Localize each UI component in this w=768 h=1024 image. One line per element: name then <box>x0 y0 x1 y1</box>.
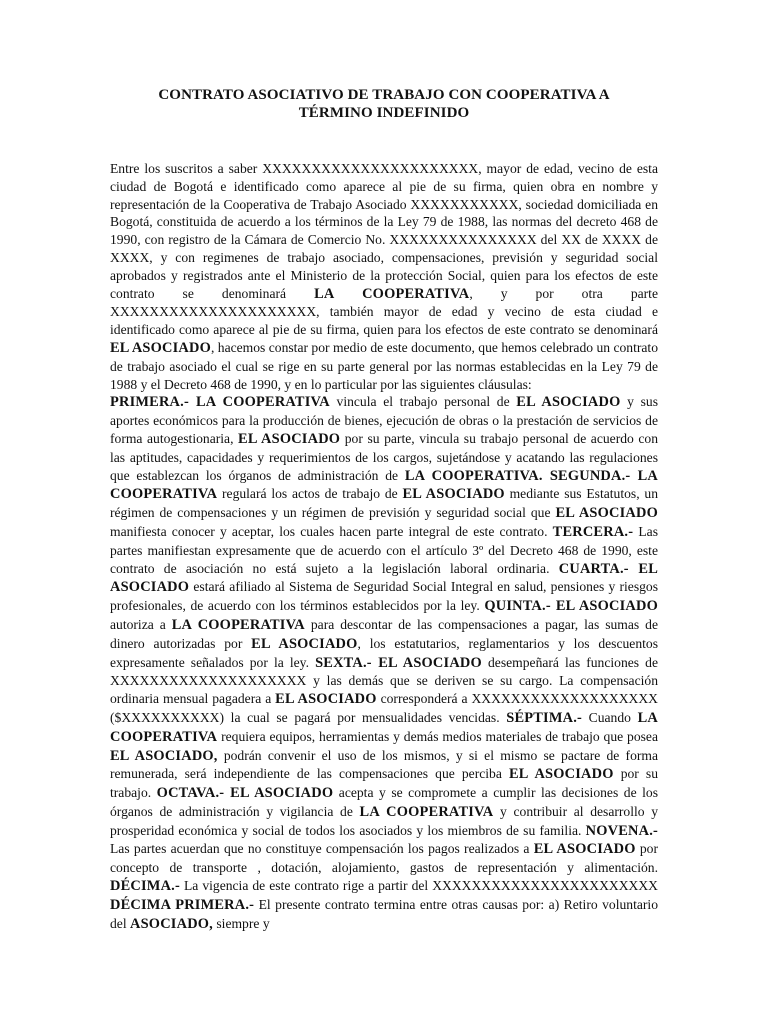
party-asociado: EL ASOCIADO <box>110 339 211 356</box>
clause-text: La vigencia de este contrato rige a partir del XXXXXXXXXXXXXXXXXXXXXXX <box>179 878 658 894</box>
clause-quinta-heading: QUINTA.- EL ASOCIADO <box>484 598 658 615</box>
clause-text: y sus aportes económicos para la producción de bienes, ejecución de obras o la prestación de servicios de forma autogestionaria, <box>110 394 659 446</box>
clause-text: mediante sus Estatutos, un régimen de compensaciones y un régimen de previsión y seguridad social que <box>110 486 658 521</box>
party-asociado: EL ASOCIADO <box>402 486 505 503</box>
clause-text: por concepto de transporte , dotación, alojamiento, gastos de representación y alimentación. <box>110 841 658 876</box>
clause-decima-primera-heading: DÉCIMA PRIMERA.- <box>110 896 255 913</box>
clause-text: por su trabajo. <box>110 766 658 801</box>
clause-sexta-heading: SEXTA.- EL ASOCIADO <box>315 654 482 671</box>
party-asociado: EL ASOCIADO, <box>110 747 218 764</box>
clause-tercera-heading: TERCERA.- <box>552 523 634 540</box>
clause-text: podrán convenir el uso de los mismos, y si el mismo se pactare de forma remunerada, será independiente de las compensaciones que perciba <box>110 747 659 782</box>
clause-text: estará afiliado al Sistema de Seguridad Social Integral en salud, pensiones y riesgos profesionales, de acuerdo con los términos establecidos por la ley. <box>110 579 658 614</box>
clause-text: , los estatutarios, reglamentarios y los descuentos expresamente señalados por la ley. <box>110 635 658 670</box>
party-asociado: EL ASOCIADO <box>533 841 636 858</box>
party-asociado: EL ASOCIADO <box>516 394 621 411</box>
clause-septima-heading: SÉPTIMA.- <box>506 709 583 726</box>
document-page <box>110 0 658 933</box>
clause-text: por su parte, vincula su trabajo personal de acuerdo con las aptitudes, capacidades y requerimientos de los cargos, sujetándose y acatando las regulaciones que establezcan los órganos de administración de <box>110 430 659 483</box>
clause-decima-heading: DÉCIMA.- <box>110 878 180 895</box>
party-cooperativa: LA COOPERATIVA <box>110 709 658 745</box>
party-asociado: EL ASOCIADO <box>555 505 658 522</box>
party-asociado: ASOCIADO, <box>130 915 213 932</box>
party-cooperativa: LA COOPERATIVA <box>359 803 494 820</box>
clause-text: Las partes manifiestan expresamente que de acuerdo con el artículo 3º del Decreto 468 de 1990, este contrato de asociación no está sujeto a la legislación laboral ordinaria. <box>110 523 658 576</box>
clause-text: acepta y se compromete a cumplir las decisiones de los órganos de administración y vigilancia de <box>110 785 658 819</box>
intro-text: , y por otra parte XXXXXXXXXXXXXXXXXXXXX, también mayor de edad y vecino de esta ciudad e identificado como aparece al pie de su firma, quien para los efectos de este contrato se denominará <box>110 285 658 338</box>
intro-paragraph <box>110 160 658 393</box>
intro-text: , hacemos constar por medio de este documento, que hemos celebrado un contrato de trabajo asociado el cual se rige en su parte general por las normas establecidas en la Ley 79 de 1988 y el Decreto 468 de 1990, y en lo particular por las siguientes cláusulas: <box>110 339 659 392</box>
clause-text: y contribuir al desarrollo y prosperidad económica y social de todos los asociados y los miembros de su familia. <box>110 803 658 838</box>
party-cooperativa: LA COOPERATIVA <box>314 285 470 302</box>
clause-text: regulará los actos de trabajo de <box>217 486 403 502</box>
party-cooperativa: LA COOPERATIVA <box>171 616 305 633</box>
clause-text: siempre y <box>212 915 270 931</box>
clause-cuarta-heading: CUARTA.- EL ASOCIADO <box>110 560 658 596</box>
clause-text: Cuando <box>582 709 638 725</box>
party-asociado: EL ASOCIADO <box>251 635 358 652</box>
clause-text: Las partes acuerdan que no constituye compensación los pagos realizados a <box>110 841 534 857</box>
clauses-paragraph <box>110 393 658 933</box>
party-asociado: EL ASOCIADO <box>275 691 377 708</box>
clause-segunda-heading: LA COOPERATIVA. SEGUNDA.- LA COOPERATIVA <box>110 467 658 503</box>
document-title <box>110 86 658 122</box>
clause-text: desempeñará las funciones de XXXXXXXXXXXXXXXXXXXX y las demás que se deriven se su cargo. La compensación ordinaria mensual pagadera a <box>110 654 658 707</box>
party-asociado: EL ASOCIADO <box>238 430 341 447</box>
clause-text: autoriza a <box>110 616 172 632</box>
clause-novena-heading: NOVENA.- <box>585 822 658 839</box>
clause-text: manifiesta conocer y aceptar, los cuales hacen parte integral de este contrato. <box>110 523 553 539</box>
clause-primera-heading: PRIMERA.- LA COOPERATIVA <box>110 394 330 411</box>
clause-text: requiera equipos, herramientas y demás medios materiales de trabajo que posea <box>217 728 658 744</box>
party-asociado: EL ASOCIADO <box>508 766 614 783</box>
clause-octava-heading: OCTAVA.- EL ASOCIADO <box>156 785 334 802</box>
contract-body <box>110 160 658 933</box>
intro-text: Entre los suscritos a saber XXXXXXXXXXXXXXXXXXXXXX, mayor de edad, vecino de esta ciudad de Bogotá e identificado como aparece al pie de su firma, quien obra en nombre y representación de la Cooperativa de Trabajo Asociado XXXXXXXXXXX, sociedad domiciliada en Bogotá, constituida de acuerdo a los términos de la Ley 79 de 1988, las normas del decreto 468 de 1990, con registro de la Cámara de Comercio No. XXXXXXXXXXXXXXX del XX de XXXX de XXXX, y con regimenes de trabajo asociado, compensaciones, previsión y seguridad social aprobados y registrados ante el Ministerio de la protección Social, quien para los efectos de este contrato se denominará <box>110 161 658 301</box>
title-line-1: CONTRATO ASOCIATIVO DE TRABAJO CON COOPERATIVA A <box>158 87 610 103</box>
clause-text: vincula el trabajo personal de <box>329 394 517 410</box>
clause-text: para descontar de las compensaciones a pagar, las sumas de dinero autorizadas por <box>110 616 658 651</box>
clause-text: El presente contrato termina entre otras causas por: a) Retiro voluntario del <box>110 896 658 931</box>
clause-text: corresponderá a XXXXXXXXXXXXXXXXXXX ($XXXXXXXXXX) la cual se pagará por mensualidades vencidas. <box>110 691 659 725</box>
title-line-2: TÉRMINO INDEFINIDO <box>298 105 470 121</box>
